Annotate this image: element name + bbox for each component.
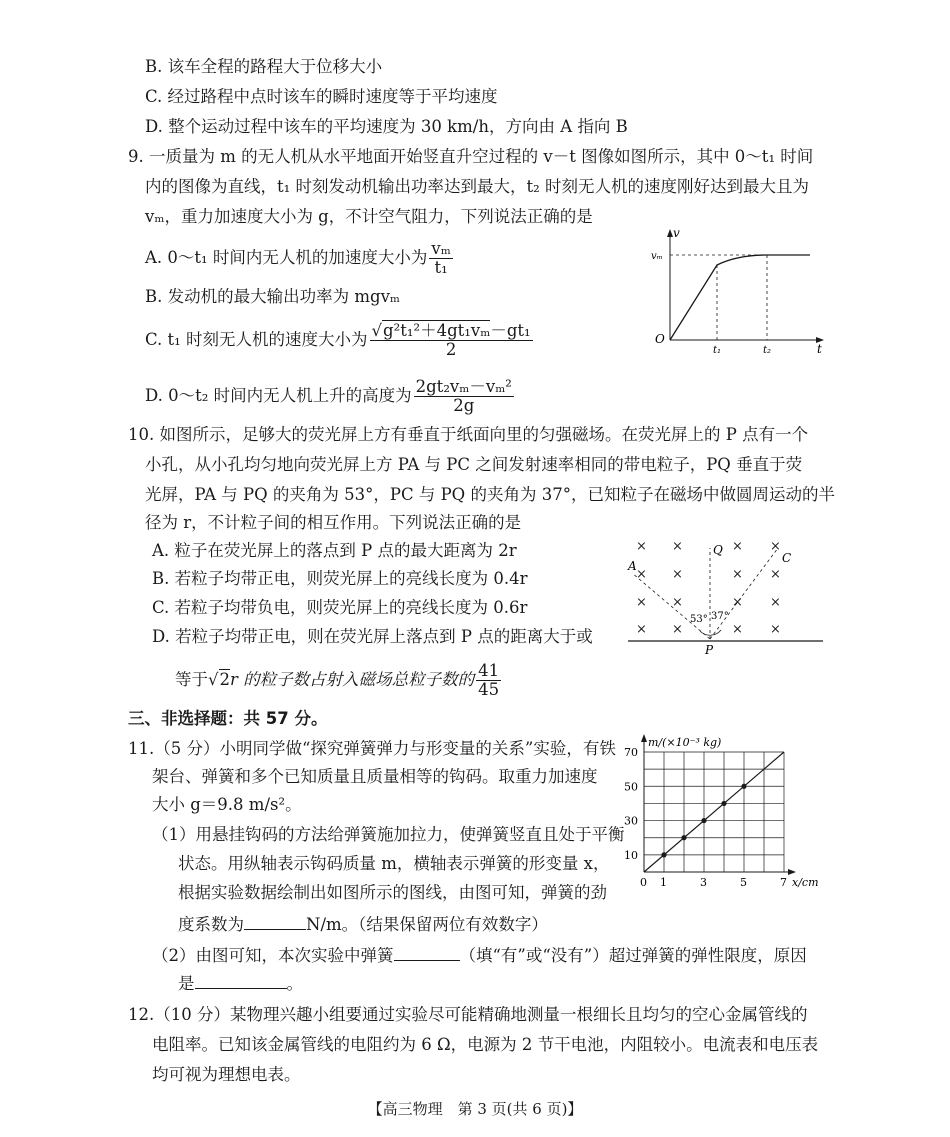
cross-mark: × [672, 595, 683, 610]
point-q-label: Q [713, 543, 723, 557]
q11-part2-text-post: （填“有”或“没有”）超过弹簧的弹性限度，原因 [459, 946, 807, 965]
q11-part1-text-post: N/m。（结果保留两位有效数字） [306, 915, 548, 934]
x-tick-labels [640, 876, 787, 889]
y-tick-label: 50 [624, 780, 638, 794]
q11-line3: 大小 g＝9.8 m/s²。 [152, 795, 302, 814]
answer-blank-reason[interactable] [195, 972, 287, 989]
answer-blank-stiffness[interactable] [244, 913, 306, 930]
q10-stem-line3: 光屏，PA 与 PQ 的夹角为 53°，PC 与 PQ 的夹角为 37°，已知粒子在磁场中做圆周运动的半 [145, 485, 835, 504]
page-footer: 【高三物理 第 3 页(共 6 页)】 [367, 1100, 583, 1118]
q9-stem-line1: 9. 一质量为 m 的无人机从水平地面开始竖直升空过程的 v－t 图像如图所示，其中 0～t₁ 时间 [128, 147, 814, 166]
x-tick-label: 7 [780, 876, 787, 889]
cross-mark: × [672, 539, 683, 554]
cross-mark: × [770, 567, 781, 582]
y-tick-labels [624, 746, 638, 862]
q10-stem-line1: 10. 如图所示，足够大的荧光屏上方有垂直于纸面向里的匀强磁场。在荧光屏上的 P 点有一个 [128, 425, 809, 444]
x-tick-label: 5 [740, 876, 747, 889]
cross-mark: × [732, 567, 743, 582]
y-axis-label: m/(×10⁻³ kg) [648, 736, 722, 749]
q12-line2: 电阻率。已知该金属管线的电阻约为 6 Ω，电源为 2 节干电池，内阻较小。电流表和电压表 [152, 1035, 819, 1054]
y-tick-label: 30 [624, 814, 638, 828]
q8-option-d: D. 整个运动过程中该车的平均速度为 30 km/h，方向由 A 指向 B [145, 117, 628, 136]
q11-part1-line1: （1）用悬挂钩码的方法给弹簧施加拉力，使弹簧竖直且处于平衡 [152, 825, 625, 844]
q10-magnetic-field-figure [620, 530, 830, 655]
cross-mark: × [732, 539, 743, 554]
point-a-label: A [628, 559, 637, 573]
x-tick-label: 0 [640, 876, 647, 889]
data-point [721, 801, 726, 806]
fraction-numerator: √g²t₁²＋4gt₁vₘ－gt₁ [371, 321, 531, 340]
t-axis-label: t [817, 342, 822, 355]
q11-part2-line2 [178, 972, 303, 995]
q9-option-c-text: C. t₁ 时刻无人机的速度大小为 [145, 330, 368, 349]
v-axis-label: v [673, 226, 680, 240]
x-tick-label: 1 [660, 876, 667, 889]
q11-part1-line3: 根据实验数据绘制出如图所示的图线，由图可知，弹簧的劲 [178, 883, 607, 902]
q9-option-a-fraction [429, 240, 452, 277]
section-3-heading: 三、非选择题：共 57 分。 [128, 709, 328, 728]
q9-option-d-fraction [414, 378, 514, 415]
cross-mark: × [636, 539, 647, 554]
fraction-denominator: 45 [478, 680, 500, 699]
q10-option-d-fraction [476, 662, 501, 699]
q10-option-d-line2 [175, 662, 503, 699]
q9-option-b: B. 发动机的最大输出功率为 mgvₘ [145, 287, 401, 306]
q10-option-c: C. 若粒子均带负电，则荧光屏上的亮线长度为 0.6r [152, 598, 528, 617]
q9-option-a [145, 240, 455, 277]
data-point [681, 835, 686, 840]
fraction-numerator: 41 [478, 661, 500, 680]
pc-dashed-line [710, 548, 778, 639]
cross-mark: × [732, 595, 743, 610]
q8-option-c: C. 经过路程中点时该车的瞬时速度等于平均速度 [145, 87, 498, 106]
option-d-text-a: 等于 [175, 670, 208, 689]
q11-part1-line2: 状态。用纵轴表示钩码质量 m，横轴表示弹簧的形变量 x， [178, 854, 610, 873]
q9-stem-line2: 内的图像为直线，t₁ 时刻发动机输出功率达到最大，t₂ 时刻无人机的速度刚好达到最大且为 [145, 177, 809, 196]
vm-label: vₘ [651, 251, 663, 262]
q11-part1-text-pre: 度系数为 [178, 915, 244, 934]
cross-mark: × [770, 622, 781, 637]
angle-37-label: 37° [711, 611, 729, 622]
option-d-text-c: r 的粒子数占射入磁场总粒子数的 [230, 670, 475, 689]
fraction-numerator: 2gt₂vₘ－vₘ² [415, 377, 512, 396]
q10-stem-line2: 小孔，从小孔均匀地向荧光屏上方 PA 与 PC 之间发射速率相同的带电粒子，PQ 垂直于荧 [145, 455, 803, 474]
q11-line1: 11.（5 分）小明同学做“探究弹簧弹力与形变量的关系”实验，有铁 [128, 739, 616, 758]
q12-line3: 均可视为理想电表。 [152, 1065, 301, 1084]
q11-part1-line4 [178, 913, 548, 936]
point-c-label: C [782, 551, 792, 565]
cross-mark: × [732, 622, 743, 637]
x-axis-label: x/cm [792, 876, 819, 889]
cross-mark: × [672, 622, 683, 637]
q11-line2: 架台、弹簧和多个已知质量且质量相等的钩码。取重力加速度 [152, 767, 598, 786]
sqrt-symbol: √ [208, 670, 219, 689]
q11-part2-text-pre: （2）由图可知，本次实验中弹簧 [152, 946, 394, 965]
point-p-label: P [705, 643, 714, 655]
sqrt-radicand: g²t₁²＋4gt₁vₘ [383, 321, 491, 340]
cross-mark: × [636, 567, 647, 582]
fraction-denominator: t₁ [434, 258, 448, 277]
fraction-denominator: 2 [445, 340, 457, 359]
data-point [701, 818, 706, 823]
q10-option-a: A. 粒子在荧光屏上的落点到 P 点的最大距离为 2r [152, 541, 517, 560]
q8-option-b: B. 该车全程的路程大于位移大小 [145, 57, 383, 76]
q9-option-d [145, 378, 516, 415]
angle-arc [700, 630, 721, 635]
cross-mark: × [636, 595, 647, 610]
x-tick-label: 3 [700, 876, 707, 889]
fraction-denominator: 2g [453, 396, 475, 415]
y-axis-arrow [641, 734, 647, 742]
y-tick-label: 70 [624, 746, 638, 759]
q11-part2-line1 [152, 944, 807, 967]
field-crosses [636, 539, 781, 637]
t2-label: t₂ [763, 345, 772, 355]
q11-part2-text-pre2: 是 [178, 974, 195, 993]
q9-option-d-text: D. 0～t₂ 时间内无人机上升的高度为 [145, 386, 412, 405]
q9-option-a-text: A. 0～t₁ 时间内无人机的加速度大小为 [145, 248, 428, 267]
q12-line1: 12.（10 分）某物理兴趣小组要通过实验尽可能精确地测量一根细长且均匀的空心金属管线的 [128, 1005, 808, 1024]
cross-mark: × [636, 622, 647, 637]
sqrt-radicand: 2 [219, 670, 231, 689]
data-point [741, 784, 746, 789]
q9-vt-graph [645, 225, 830, 355]
vt-curve [670, 255, 810, 340]
q11-part2-text-post2: 。 [286, 974, 303, 993]
origin-label: O [655, 332, 665, 346]
y-tick-label: 10 [624, 848, 638, 862]
cross-mark: × [672, 567, 683, 582]
x-axis-arrow [788, 869, 796, 875]
cross-mark: × [770, 595, 781, 610]
q9-option-c-fraction [370, 322, 533, 359]
answer-blank-elastic-limit[interactable] [394, 944, 460, 961]
numerator-tail: －gt₁ [490, 321, 531, 340]
q10-option-b: B. 若粒子均带正电，则荧光屏上的亮线长度为 0.4r [152, 569, 528, 588]
q10-option-d-line1: D. 若粒子均带正电，则在荧光屏上落点到 P 点的距离大于或 [152, 627, 593, 646]
angle-53-label: 53° [690, 614, 708, 625]
cross-mark: × [770, 539, 781, 554]
fraction-numerator: vₘ [431, 239, 451, 258]
q10-stem-line4: 径为 r，不计粒子间的相互作用。下列说法正确的是 [145, 513, 522, 532]
q9-option-c [145, 322, 535, 359]
data-point [661, 852, 666, 857]
q9-stem-line3: vₘ，重力加速度大小为 g，不计空气阻力，下列说法正确的是 [145, 207, 593, 226]
q11-mass-extension-chart [620, 730, 830, 890]
t1-label: t₁ [713, 345, 722, 355]
